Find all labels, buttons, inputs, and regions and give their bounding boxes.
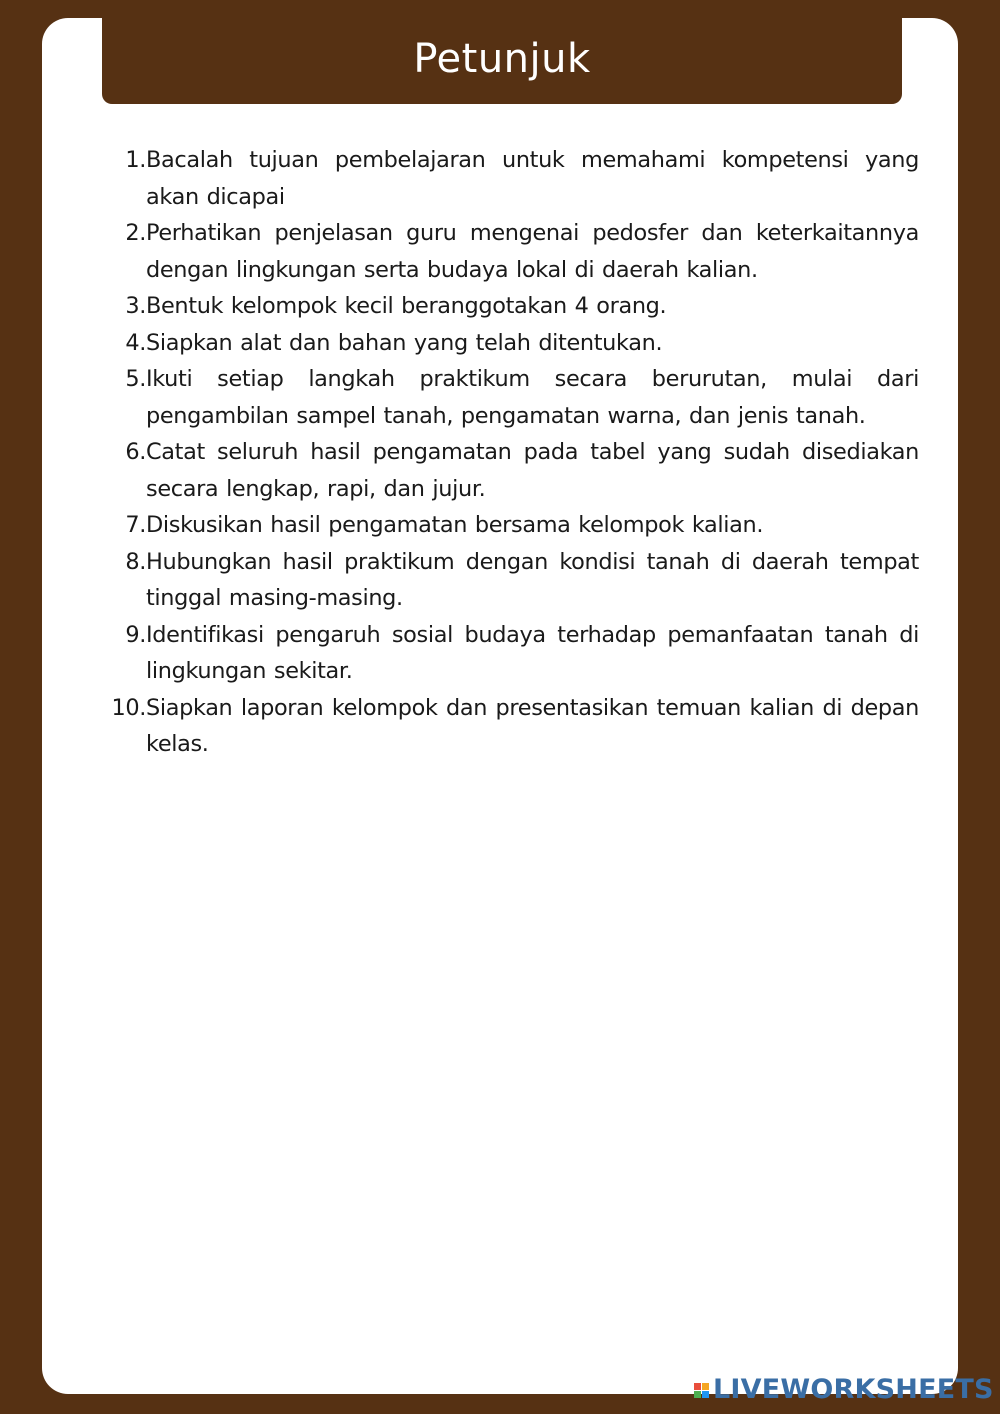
instruction-number: 2.	[125, 220, 146, 246]
instruction-list	[100, 142, 919, 763]
instruction-item	[100, 690, 919, 763]
page-header	[102, 18, 902, 104]
instruction-item	[100, 361, 919, 434]
instruction-text: Ikuti setiap langkah praktikum secara berurutan, mulai dari pengambilan sampel tanah, pengamatan warna, dan jenis tanah.	[146, 366, 919, 429]
logo-square	[702, 1391, 709, 1398]
instruction-item	[100, 325, 919, 362]
liveworksheets-watermark[interactable]	[694, 1376, 994, 1404]
instruction-item	[100, 617, 919, 690]
instruction-text: Siapkan laporan kelompok dan presentasikan temuan kalian di depan kelas.	[146, 694, 919, 757]
instruction-text: Diskusikan hasil pengamatan bersama kelompok kalian.	[146, 512, 764, 538]
page-title: Petunjuk	[413, 36, 591, 82]
instruction-item	[100, 288, 919, 325]
logo-square	[694, 1391, 701, 1398]
instruction-item	[100, 434, 919, 507]
instruction-number: 10.	[111, 694, 146, 721]
instruction-number: 6.	[125, 439, 146, 465]
instruction-number: 4.	[125, 329, 146, 356]
instruction-item	[100, 507, 919, 544]
instruction-text: Identifikasi pengaruh sosial budaya terhadap pemanfaatan tanah di lingkungan sekitar.	[146, 621, 919, 684]
instruction-item	[100, 142, 919, 215]
instruction-number: 9.	[125, 621, 146, 648]
instruction-text: Catat seluruh hasil pengamatan pada tabel yang sudah disediakan secara lengkap, rapi, dan jujur.	[146, 439, 919, 502]
instruction-text: Bentuk kelompok kecil beranggotakan 4 orang.	[146, 293, 667, 319]
liveworksheets-logo-icon	[694, 1383, 709, 1398]
instruction-number: 7.	[125, 512, 146, 538]
instruction-text: Perhatikan penjelasan guru mengenai pedosfer dan keterkaitannya dengan lingkungan serta budaya lokal di daerah kalian.	[146, 220, 919, 283]
instruction-number: 5.	[125, 366, 146, 392]
instruction-number: 1.	[125, 147, 146, 173]
instruction-number: 8.	[125, 548, 146, 575]
logo-square	[702, 1383, 709, 1390]
instruction-text: Siapkan alat dan bahan yang telah ditentukan.	[146, 329, 663, 356]
logo-square	[694, 1383, 701, 1390]
instruction-text: Bacalah tujuan pembelajaran untuk memahami kompetensi yang akan dicapai	[146, 147, 919, 210]
instruction-item	[100, 544, 919, 617]
watermark-text: LIVEWORKSHEETS	[713, 1374, 994, 1405]
instruction-text: Hubungkan hasil praktikum dengan kondisi tanah di daerah tempat tinggal masing-masing.	[146, 548, 919, 611]
instruction-number: 3.	[125, 293, 146, 319]
instruction-item	[100, 215, 919, 288]
